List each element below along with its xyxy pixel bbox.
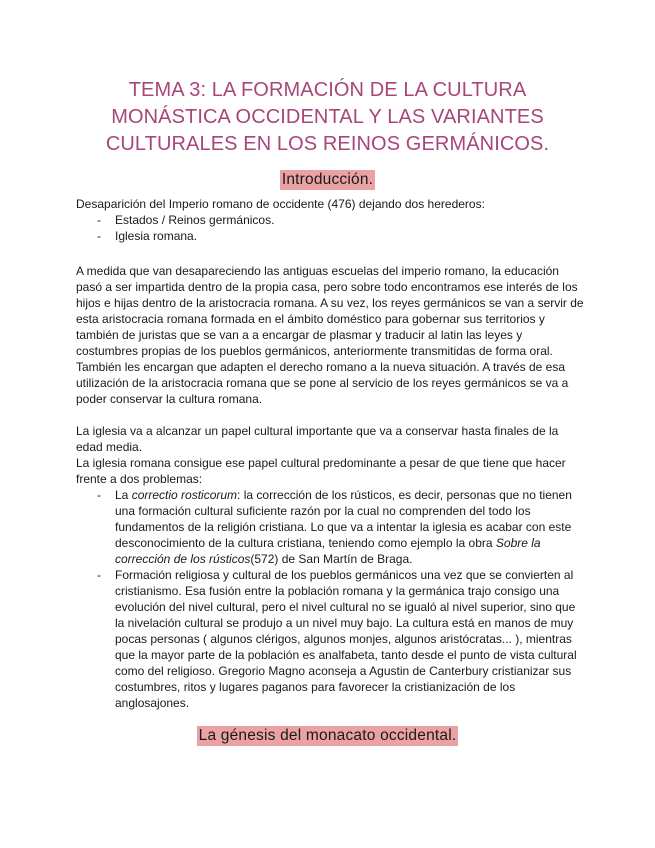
problem-italic-work: Sobre la corrección de los rústicos [115, 536, 541, 566]
list-item [76, 212, 586, 228]
list-item-text: Estados / Reinos germánicos. [115, 213, 275, 227]
list-item [76, 228, 586, 244]
problems-list [76, 487, 586, 711]
introduction-body [76, 196, 586, 711]
heirs-list [76, 212, 586, 244]
dash-bullet-icon: - [97, 488, 101, 502]
problem-text-b: (572) de San Martín de Braga. [250, 552, 413, 566]
dash-bullet-icon: - [97, 229, 101, 243]
paragraph-iglesia: La iglesia va a alcanzar un papel cultural importante que va a conservar hasta finales de la edad media. [76, 424, 559, 454]
intro-line: Desaparición del Imperio romano de occidente (476) dejando dos herederos: [76, 197, 485, 211]
paragraph-problemas: La iglesia romana consigue ese papel cultural predominante a pesar de que tiene que hacer frente a dos problemas: [76, 456, 566, 486]
problem-text-a: : la corrección de los rústicos, es decir, personas que no tienen una formación cultural suficiente razón por la cual no comprenden del todo los fundamentos de la religión cristiana. Lo que va a intentar la iglesia es acabar con este desconocimiento de la cultura cristiana, teniendo como ejemplo la obra [115, 488, 572, 550]
title-line-3: CULTURALES EN LOS REINOS GERMÁNICOS. [105, 133, 550, 155]
section-heading-genesis-wrap [0, 726, 655, 746]
problem-text: Formación religiosa y cultural de los pueblos germánicos una vez que se convierten al cristianismo. Esa fusión entre la población romana y la germánica trajo consigo una evolución del nivel cultural, pero el nivel cultural no se igualó al nivel superior, sino que la nivelación cultural se produjo a un nivel muy bajo. La cultura está en manos de muy pocas personas ( algunos clérigos, algunos monjes, algunos aristócratas... ), mientras que la mayor parte de la población es analfabeta, tanto desde el punto de vista cultural como del religioso. Gregorio Magno aconseja a Agustin de Canterbury cristianizar sus costumbres, ritos y lugares paganos para favorecer la cristianización de los anglosajones. [115, 568, 577, 710]
paragraph-aristocracia: A medida que van desapareciendo las antiguas escuelas del imperio romano, la educación pasó a ser impartida dentro de la propia casa, pero sobre todo encontramos ese interés de los hijos e hijas dentro de la aristocracia romana. A su vez, los reyes germánicos se van a servir de esta aristocracia romana formada en el ámbito doméstico para gobernar sus territorios y también de juristas que se van a a encargar de plasmar y traducir al latin las leyes y costumbres propias de los pueblos germánicos, anteriormente transmitidas de forma oral. También les encargan que adapten el derecho romano a la nueva situación. A través de esa utilización de la aristocracia romana que se pone al servicio de los reyes germánicos se va a poder conservar la cultura romana. [76, 264, 584, 406]
section-heading-genesis: La génesis del monacato occidental. [198, 727, 457, 744]
document-title [60, 77, 595, 158]
dash-bullet-icon: - [97, 568, 101, 582]
title-line-1: TEMA 3: LA FORMACIÓN DE LA CULTURA [128, 79, 527, 101]
list-item [76, 567, 586, 711]
list-item [76, 487, 586, 567]
problem-lead: La [115, 488, 132, 502]
title-line-2: MONÁSTICA OCCIDENTAL Y LAS VARIANTES [111, 106, 544, 128]
section-heading-introduccion: Introducción. [281, 171, 374, 188]
problem-italic-term: correctio rosticorum [131, 488, 238, 502]
dash-bullet-icon: - [97, 213, 101, 227]
list-item-text: Iglesia romana. [115, 229, 198, 243]
section-heading-introduccion-wrap [0, 170, 655, 190]
